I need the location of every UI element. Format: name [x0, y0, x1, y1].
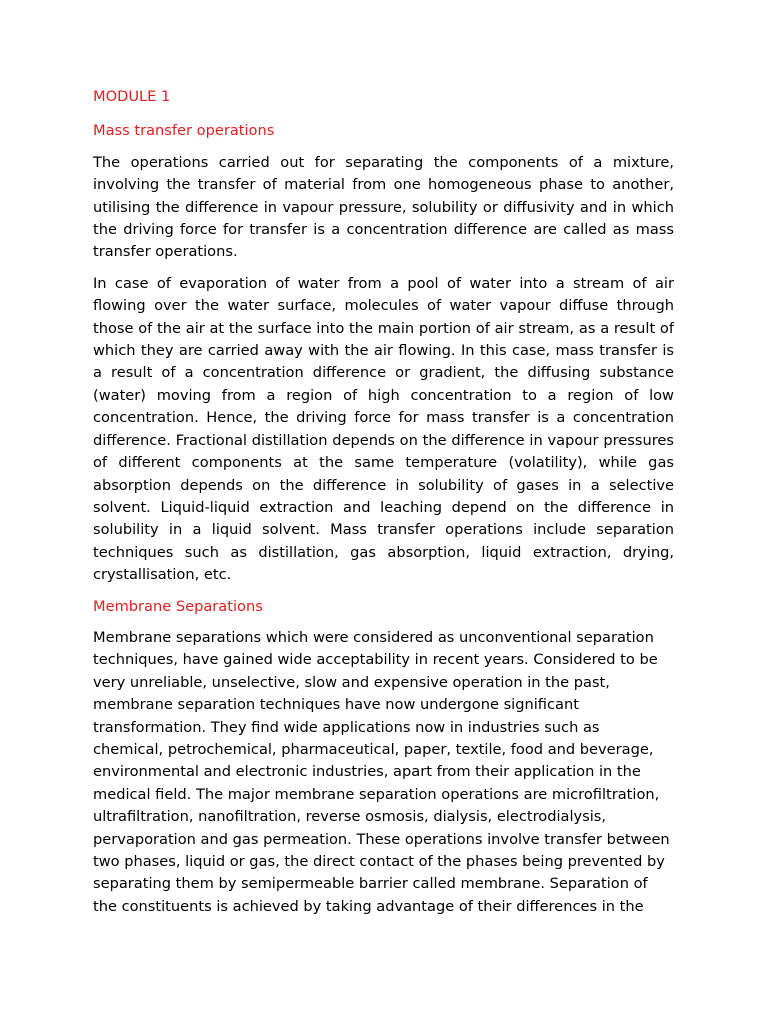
module-title: MODULE 1	[93, 88, 171, 105]
paragraph-mass-transfer-example: In case of evaporation of water from a pool of water into a stream of air flowing over the water surface, molecules of water vapour diffuse through those of the air at the surface into the main portion of air stream, as a result of which they are carried away with the air flowing. In this case, mass transfer is a result of a concentration difference or gradient, the diffusing substance (water) moving from a region of high concentration to a region of low concentration. Hence, the driving force for mass transfer is a concentration difference. Fractional distillation depends on the difference in vapour pressures of different components at the same temperature (volatility), while gas absorption depends on the difference in solubility of gases in a selective solvent. Liquid-liquid extraction and leaching depend on the difference in solubility in a liquid solvent. Mass transfer operations include separation techniques such as distillation, gas absorption, liquid extraction, drying, crystallisation, etc.	[93, 274, 674, 584]
paragraph-membrane-separations: Membrane separations which were considered as unconventional separation techniques, have gained wide acceptability in recent years. Considered to be very unreliable, unselective, slow and expensive operation in the past, membrane separation techniques have now undergone significant transformation. They find wide applications now in industries such as chemical, petrochemical, pharmaceutical, paper, textile, food and beverage, environmental and electronic industries, apart from their application in the medical field. The major membrane separation operations are microfiltration, ultrafiltration, nanofiltration, reverse osmosis, dialysis, electrodialysis, pervaporation and gas permeation. These operations involve transfer between two phases, liquid or gas, the direct contact of the phases being prevented by separating them by semipermeable barrier called membrane. Separation of the constituents is achieved by taking advantage of their differences in the	[93, 628, 670, 915]
section-heading-mass-transfer: Mass transfer operations	[93, 122, 275, 140]
section-heading-membrane-separations: Membrane Separations	[93, 597, 263, 615]
document-page	[93, 86, 674, 927]
paragraph-mass-transfer-definition: The operations carried out for separating the components of a mixture, involving the transfer of material from one homogeneous phase to another, utilising the difference in vapour pressure, solubility or diffusivity and in which the driving force for transfer is a concentration difference are called as mass transfer operations.	[93, 153, 674, 261]
